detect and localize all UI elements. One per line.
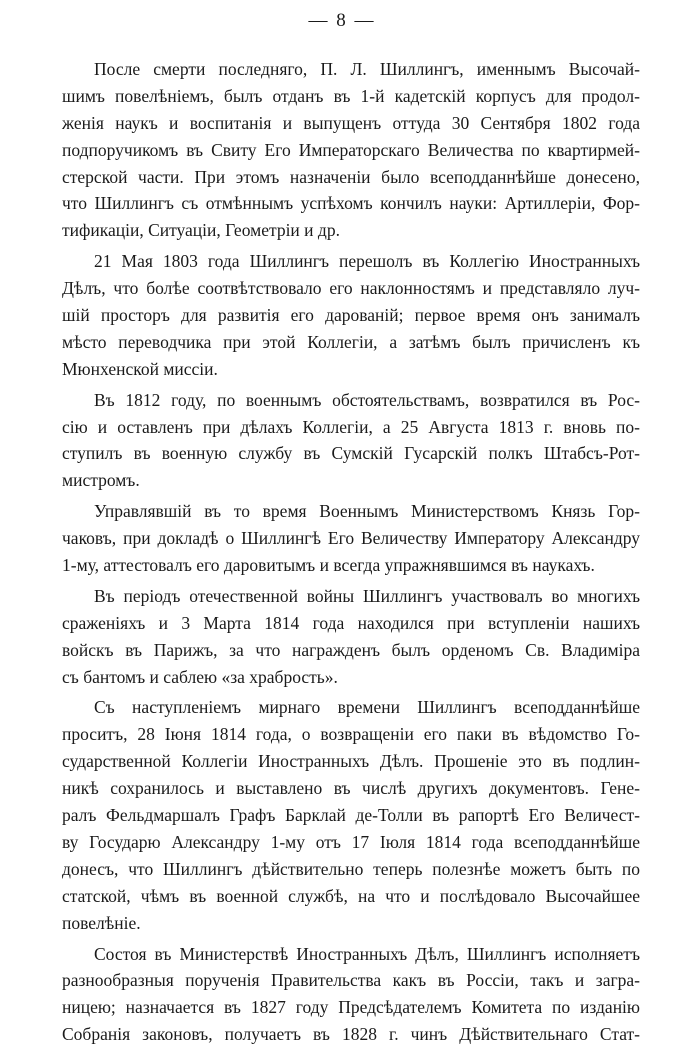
paragraph <box>62 248 640 382</box>
paragraph <box>62 583 640 691</box>
text-line: мѣсто переводчика при этой Коллегіи, а затѣмъ былъ причисленъ къ <box>62 331 640 352</box>
text-line: ступилъ въ военную службу въ Сумскій Гусарскій полкъ Штабсъ-Рот- <box>62 443 640 464</box>
text-line: стерской части. При этомъ назначеніи было всеподданнѣйше донесено, <box>62 166 640 187</box>
text-line: 21 Мая 1803 года Шиллингъ перешолъ въ Коллегію Иностранныхъ <box>94 251 640 272</box>
paragraph <box>62 498 640 579</box>
text-line: мистромъ. <box>62 470 140 491</box>
text-line: Управлявшій въ то время Военнымъ Министерствомъ Князь Гор- <box>94 501 640 522</box>
text-line: подпоручикомъ въ Свиту Его Императорскаго Величества по квартирмей- <box>62 139 640 160</box>
text-line: разнообразныя порученія Правительства какъ въ Россіи, такъ и загра- <box>62 970 640 991</box>
text-line: сію и оставленъ при дѣлахъ Коллегіи, а 25 Августа 1813 г. вновь по- <box>62 416 640 437</box>
page-number: — 8 — <box>308 10 376 31</box>
text-line: сударственной Коллегіи Иностранныхъ Дѣлъ. Прошеніе это въ подлин- <box>62 751 640 772</box>
text-line: 1-му, аттестовалъ его даровитымъ и всегда упражнявшимся въ наукахъ. <box>62 555 595 576</box>
paragraph <box>62 56 640 244</box>
text-line: Мюнхенской миссіи. <box>62 358 218 379</box>
text-line: донесъ, что Шиллингъ дѣйствительно теперь полезнѣе можетъ быть по <box>62 858 640 879</box>
text-line: чаковъ, при докладѣ о Шиллингѣ Его Величеству Императору Александру <box>62 528 640 549</box>
text-line: Дѣлъ, что болѣе соотвѣтствовало его наклонностямъ и представляло луч- <box>62 278 640 299</box>
text-line: проситъ, 28 Іюня 1814 года, о возвращеніи его паки въ вѣдомство Го- <box>62 724 640 745</box>
paragraph <box>62 387 640 495</box>
text-line: ралъ Фельдмаршалъ Графъ Барклай де-Толли въ рапортѣ Его Величест- <box>62 805 640 826</box>
text-line: шимъ повелѣніемъ, былъ отданъ въ 1-й кадетскій корпусъ для продол- <box>62 85 640 106</box>
text-line: После смерти последняго, П. Л. Шиллингъ, именнымъ Высочай- <box>94 59 640 79</box>
text-line: повелѣніе. <box>62 912 141 933</box>
text-line: что Шиллингъ съ отмѣннымъ успѣхомъ кончилъ науки: Артиллеріи, Фор- <box>62 193 640 214</box>
text-line: сраженіяхъ и 3 Марта 1814 года находился при вступленіи нашихъ <box>62 612 640 633</box>
text-line: статской, чѣмъ въ военной службѣ, на что и послѣдовало Высочайшее <box>62 885 640 906</box>
text-line: Состоя въ Министерствѣ Иностранныхъ Дѣлъ, Шиллингъ исполняетъ <box>94 943 640 964</box>
paragraph <box>62 694 640 936</box>
paragraph <box>62 941 640 1049</box>
text-line: шій просторъ для развитія его дарованій; первое время онъ занималъ <box>62 305 640 326</box>
text-line: тификаціи, Ситуаціи, Геометріи и др. <box>62 220 340 241</box>
text-line: Въ 1812 году, по военнымъ обстоятельствамъ, возвратился въ Рос- <box>94 389 640 410</box>
text-line: Съ наступленіемъ мирнаго времени Шиллингъ всеподданнѣйше <box>94 697 640 718</box>
body-text <box>62 56 640 1048</box>
text-line: ву Государю Александру 1-му отъ 17 Іюля 1814 года всеподданнѣйше <box>62 831 640 852</box>
text-line: женія наукъ и воспитанія и выпущенъ оттуда 30 Сентября 1802 года <box>62 112 640 133</box>
text-line: войскъ въ Парижъ, за что награжденъ былъ орденомъ Св. Владиміра <box>62 639 640 660</box>
text-line: Въ періодъ отечественной войны Шиллингъ участвовалъ во многихъ <box>94 585 640 606</box>
text-line: Собранія законовъ, получаетъ въ 1828 г. чинъ Дѣйствительнаго Стат- <box>62 1024 640 1045</box>
text-line: никѣ сохранилось и выставлено въ числѣ другихъ документовъ. Гене- <box>62 778 640 799</box>
text-line: ницею; назначается въ 1827 году Предсѣдателемъ Комитета по изданію <box>62 997 640 1018</box>
text-line: съ бантомъ и саблею «за храбрость». <box>62 666 338 687</box>
